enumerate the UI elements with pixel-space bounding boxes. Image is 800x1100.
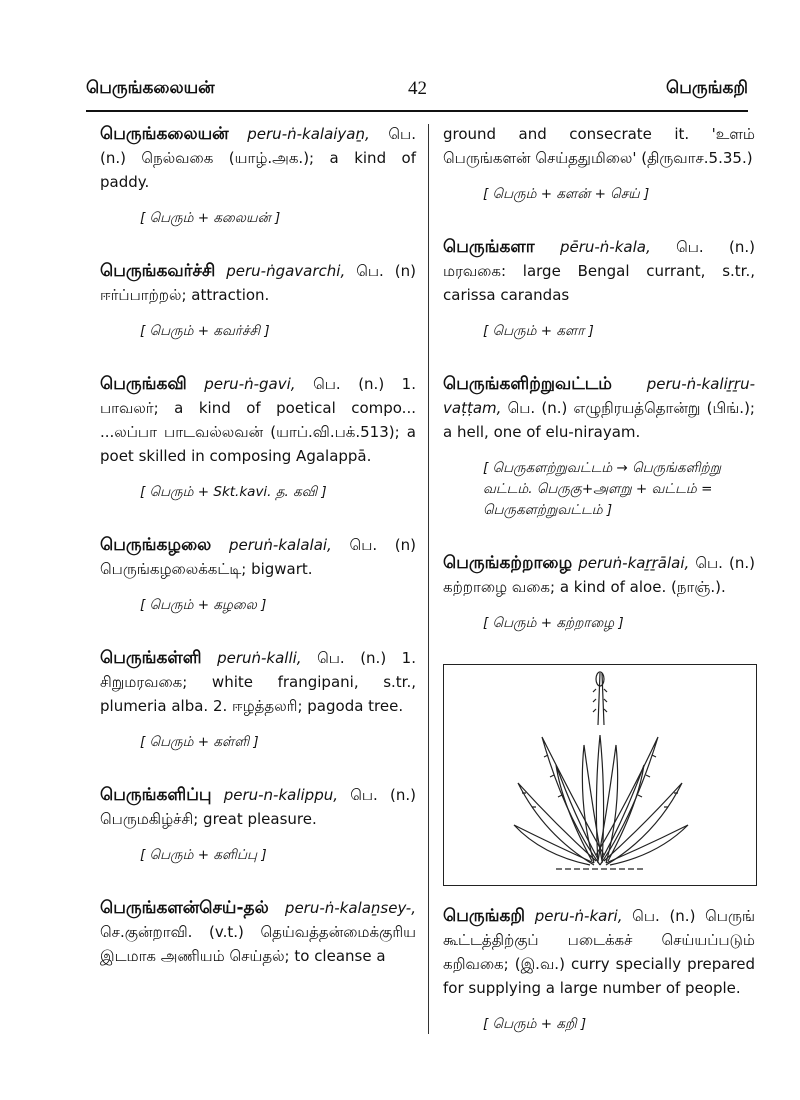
- page-header: [86, 74, 748, 108]
- dictionary-entry: [443, 372, 755, 444]
- etymology: [ பெரும் + கழலை ]: [140, 597, 267, 613]
- transliteration: peru-ṅgavarchi,: [226, 262, 346, 280]
- entry-definition: பெ. (n.) பெருமகிழ்ச்சி; great pleasure.: [100, 786, 416, 828]
- dictionary-entry: [443, 235, 755, 307]
- entry-definition: பெ. (n.) பெருங் கூட்டத்திற்குப் படைக்கச் செய்யப்படும் கறிவகை; (இ.வ.) curry specially prepared for supplying a large number of people.: [443, 907, 755, 997]
- right-column: [443, 122, 755, 1065]
- entry-definition: ground and consecrate it. 'உளம் பெருங்களன் செய்ததுமிலை' (திருவாச.5.35.): [443, 125, 755, 167]
- etymology: [ பெரும் + களிப்பு ]: [140, 847, 267, 863]
- entry-definition: பெ. (n.) நெல்வகை (யாழ்.அக.); a kind of paddy.: [100, 125, 416, 191]
- transliteration: peru-ṅ-gavi,: [204, 375, 296, 393]
- transliteration: peru-ṅ-kalaṉsey-,: [284, 899, 416, 917]
- dictionary-entry: [100, 783, 416, 831]
- headword: பெருங்கலையன்: [100, 124, 229, 144]
- headword: பெருங்கவர்ச்சி: [100, 261, 216, 281]
- aloe-illustration-frame: [443, 664, 757, 886]
- transliteration: peruṅ-kalalai,: [228, 536, 332, 554]
- dictionary-entry: [100, 259, 416, 307]
- dictionary-entry: [100, 372, 416, 468]
- dictionary-entry: [100, 122, 416, 194]
- transliteration: peru-ṅ-kaliṟṟu-vaṭṭam,: [443, 375, 755, 417]
- dictionary-entry: [443, 904, 755, 1000]
- left-column: [100, 122, 416, 968]
- headword: பெருங்கழலை: [100, 535, 212, 555]
- entry-definition: பெ. (n.) மரவகை: large Bengal currant, s.tr., carissa carandas: [443, 238, 755, 304]
- etymology: [ பெரும் + கலையன் ]: [140, 210, 281, 226]
- dictionary-entry: [443, 551, 755, 599]
- transliteration: peru-n-kalippu,: [223, 786, 338, 804]
- transliteration: pēru-ṅ-kala,: [559, 238, 651, 256]
- headword: பெருங்களன்செய்-தல்: [100, 898, 269, 918]
- etymology: [ பெரும் + களன் + செய் ]: [483, 186, 650, 202]
- entry-definition: பெ. (n.) கற்றாழை வகை; a kind of aloe. (நாஞ்.).: [443, 554, 755, 596]
- etymology: [ பெரும் + Skt.kavi. த. கவி ]: [140, 484, 327, 500]
- headword: பெருங்கறி: [443, 906, 526, 926]
- etymology: [ பெருகளற்றுவட்டம் → பெருங்களிற்று வட்டம். பெருகு+அளறு + வட்டம் = பெருகளற்றுவட்டம் ]: [483, 460, 722, 518]
- etymology: [ பெரும் + களா ]: [483, 323, 594, 339]
- transliteration: peru-ṅ-kalaiyaṉ,: [247, 125, 370, 143]
- column-divider: [428, 124, 429, 1034]
- dictionary-entry: [100, 646, 416, 718]
- page-number: 42: [408, 78, 427, 99]
- guide-word-left: பெருங்கலையன்: [86, 78, 215, 98]
- entry-definition: பெ. (n.) எழுநிரயத்தொன்று (பிங்.); a hell, one of elu-nirayam.: [443, 399, 755, 441]
- headword: பெருங்கற்றாழை: [443, 553, 573, 573]
- headword: பெருங்கள்ளி: [100, 648, 202, 668]
- etymology: [ பெரும் + கவர்ச்சி ]: [140, 323, 270, 339]
- transliteration: peru-ṅ-kari,: [534, 907, 623, 925]
- headword: பெருங்களா: [443, 237, 535, 257]
- etymology: [ பெரும் + கற்றாழை ]: [483, 615, 624, 631]
- headword: பெருங்களிற்றுவட்டம்: [443, 374, 612, 394]
- transliteration: peruṅ-kaṟṟālai,: [578, 554, 690, 572]
- dictionary-entry: [100, 533, 416, 581]
- etymology: [ பெரும் + கள்ளி ]: [140, 734, 259, 750]
- guide-word-right: பெருங்கறி: [665, 78, 748, 98]
- entry-definition: பெ. (n) ஈர்ப்பாற்றல்; attraction.: [100, 262, 416, 304]
- headword: பெருங்கவி: [100, 374, 187, 394]
- entry-definition: பெ. (n.) 1. பாவலர்; a kind of poetical compo... ...லப்பா பாடவல்லவன் (யாப்.வி.பக்.513); a poet skilled in composing Agalappā.: [100, 375, 416, 465]
- entry-definition: செ.குன்றாவி. (v.t.) தெய்வத்தன்மைக்குரிய இடமாக அணியம் செய்தல்; to cleanse a: [100, 923, 416, 965]
- dictionary-entry-continued: [443, 122, 755, 170]
- header-rule: [86, 110, 748, 112]
- etymology: [ பெரும் + கறி ]: [483, 1016, 587, 1032]
- transliteration: peruṅ-kalli,: [217, 649, 302, 667]
- entry-definition: பெ. (n) பெருங்கழலைக்கட்டி; bigwart.: [100, 536, 416, 578]
- aloe-plant-icon: [444, 665, 756, 885]
- dictionary-entry: [100, 896, 416, 968]
- entry-definition: பெ. (n.) 1. சிறுமரவகை; white frangipani, s.tr., plumeria alba. 2. ஈழத்தலரி; pagoda tree.: [100, 649, 416, 715]
- headword: பெருங்களிப்பு: [100, 785, 212, 805]
